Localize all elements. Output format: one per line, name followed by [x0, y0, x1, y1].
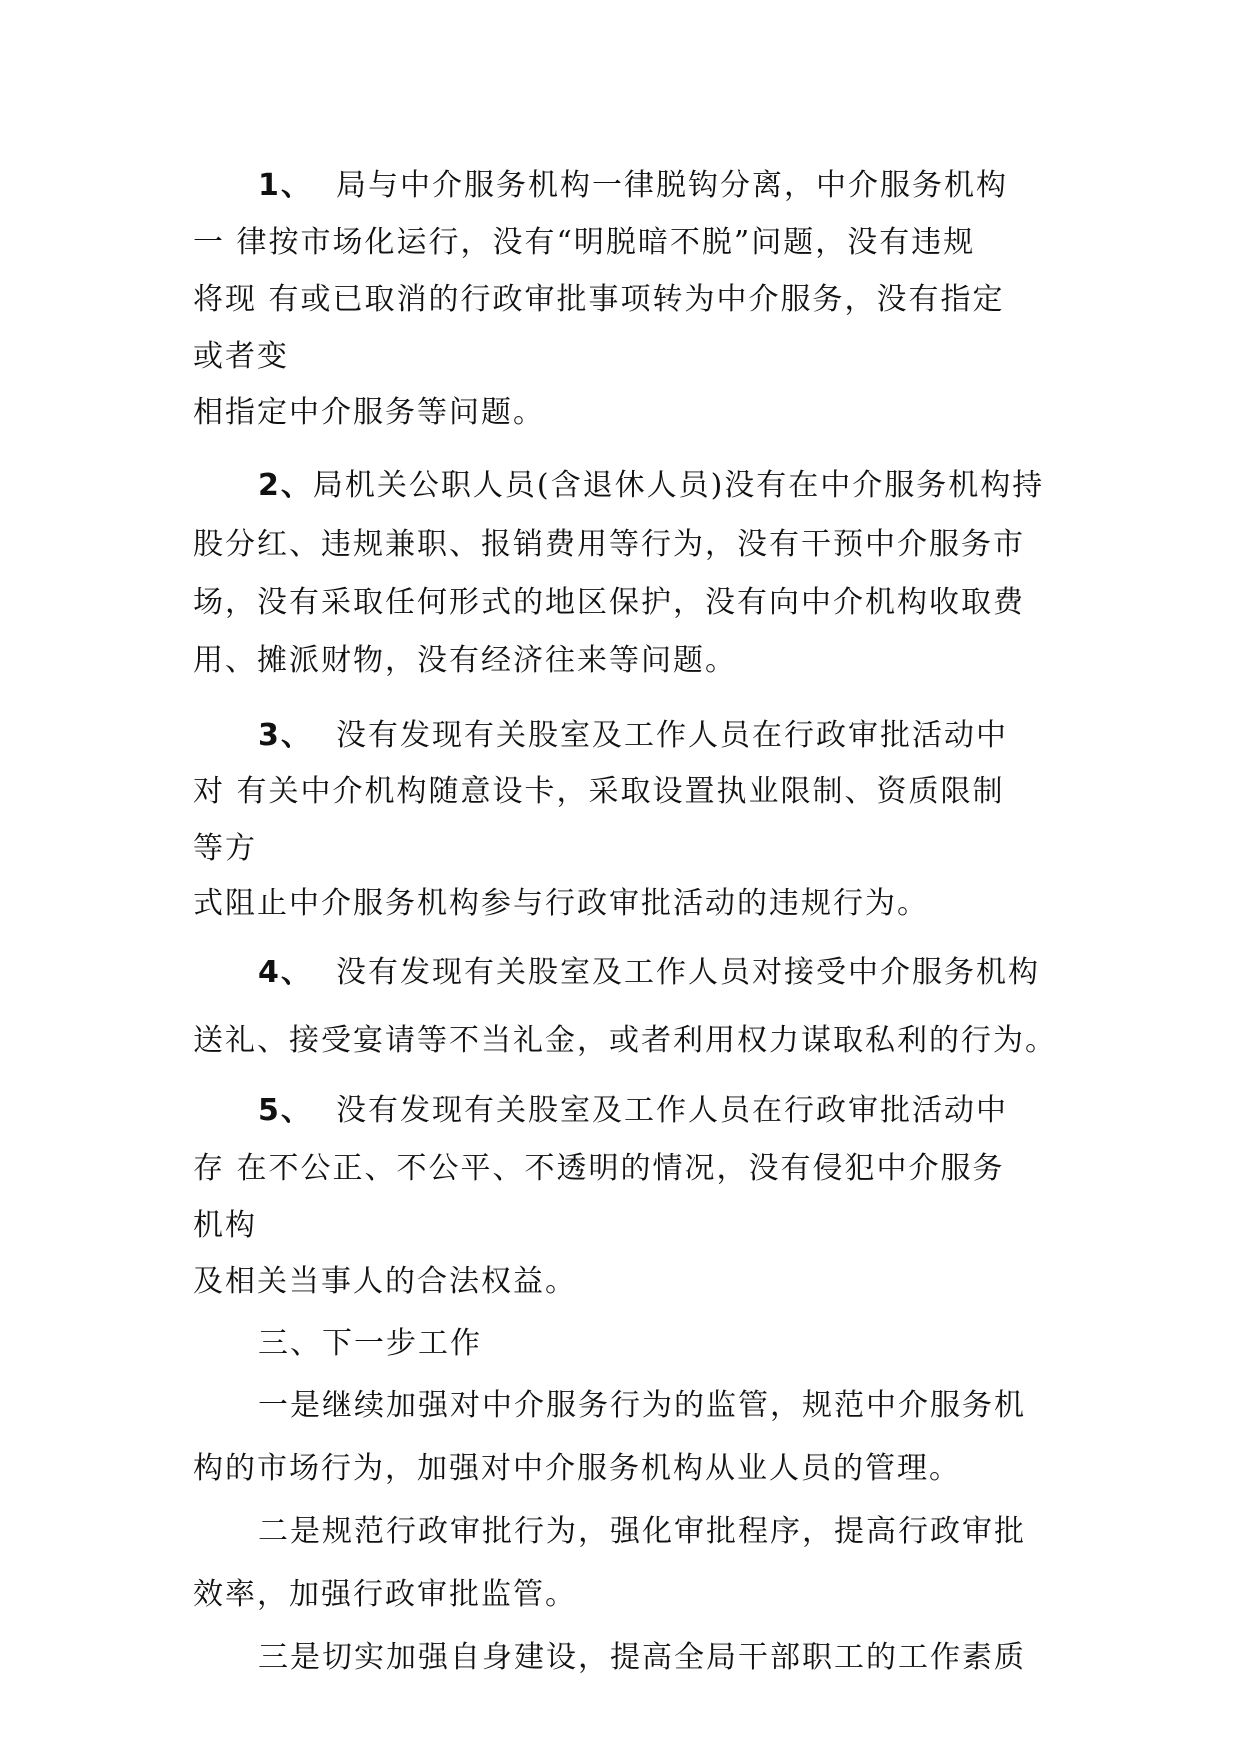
next-step-1-line-2: 构的市场行为，加强对中介服务机构从业人员的管理。 [193, 1451, 961, 1486]
item-1-line-4: 或者变 [193, 339, 289, 374]
item-text: 局机关公职人员(含退休人员)没有在中介服务机构持 [312, 468, 1045, 503]
item-number: 3、 [258, 718, 313, 753]
item-5-line-2: 存 在不公正、不公平、不透明的情况，没有侵犯中介服务 [193, 1151, 1005, 1186]
item-2-line-1 [258, 466, 1044, 506]
item-4-line-1 [258, 953, 1040, 993]
item-text: 没有发现有关股室及工作人员对接受中介服务机构 [335, 955, 1040, 990]
item-2-line-2: 股分红、违规兼职、报销费用等行为，没有干预中介服务市 [193, 527, 1025, 562]
next-step-2-line-1: 二是规范行政审批行为，强化审批程序，提高行政审批 [258, 1514, 1026, 1549]
item-3-line-1 [258, 716, 1008, 756]
item-3-line-3: 等方 [193, 831, 257, 866]
item-number: 2、 [258, 468, 313, 503]
item-1-line-2: 一 律按市场化运行，没有“明脱暗不脱”问题，没有违规 [193, 225, 976, 260]
item-number: 5、 [258, 1093, 313, 1128]
item-text: 局与中介服务机构一律脱钩分离，中介服务机构 [335, 168, 1008, 203]
next-step-1-line-1: 一是继续加强对中介服务行为的监管，规范中介服务机 [258, 1388, 1026, 1423]
item-text: 没有发现有关股室及工作人员在行政审批活动中 [335, 1093, 1008, 1128]
item-1-line-5: 相指定中介服务等问题。 [193, 395, 545, 430]
item-2-line-3: 场，没有采取任何形式的地区保护，没有向中介机构收取费 [193, 585, 1025, 620]
item-number: 4、 [258, 955, 313, 990]
item-5-line-3: 机构 [193, 1208, 257, 1243]
item-text: 没有发现有关股室及工作人员在行政审批活动中 [335, 718, 1008, 753]
item-5-line-4: 及相关当事人的合法权益。 [193, 1264, 577, 1299]
item-number: 1、 [258, 168, 313, 203]
item-2-line-4: 用、摊派财物，没有经济往来等问题。 [193, 643, 737, 678]
item-1-line-1 [258, 166, 1008, 206]
next-step-3-line-1: 三是切实加强自身建设，提高全局干部职工的工作素质 [258, 1640, 1026, 1675]
section-heading: 三、下一步工作 [258, 1326, 482, 1361]
item-1-line-3: 将现 有或已取消的行政审批事项转为中介服务，没有指定 [193, 282, 1005, 317]
item-3-line-2: 对 有关中介机构随意设卡，采取设置执业限制、资质限制 [193, 774, 1005, 809]
item-3-line-4: 式阻止中介服务机构参与行政审批活动的违规行为。 [193, 886, 929, 921]
item-4-line-2: 送礼、接受宴请等不当礼金，或者利用权力谋取私利的行为。 [193, 1023, 1057, 1058]
item-5-line-1 [258, 1091, 1008, 1131]
next-step-2-line-2: 效率，加强行政审批监管。 [193, 1577, 577, 1612]
